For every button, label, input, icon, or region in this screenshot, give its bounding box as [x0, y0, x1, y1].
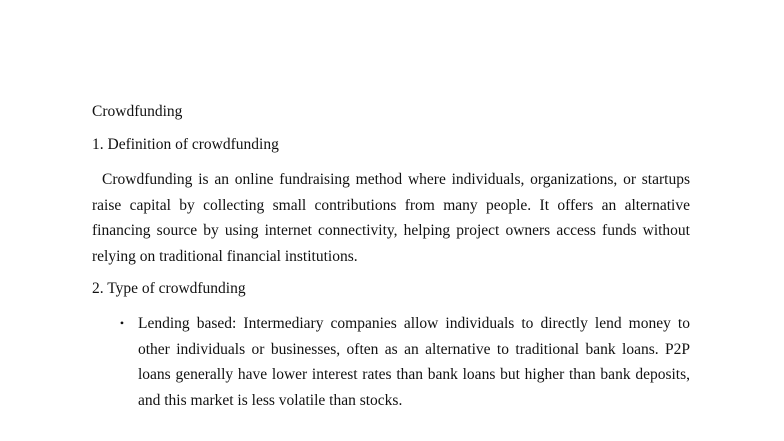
document-title: Crowdfunding [92, 103, 183, 120]
section-heading: 2. Type of crowdfunding [92, 280, 246, 297]
list-item-text: Lending based: Intermediary companies allow individuals to directly lend money to other individuals or businesses, often as an alternative to traditional bank loans. P2P loans generally have lower interest rates than bank loans but higher than bank deposits, and this market is less volatile than stocks. [138, 315, 690, 409]
section-heading: 1. Definition of crowdfunding [92, 136, 279, 153]
bullet-icon: • [119, 316, 125, 330]
section-types [92, 278, 690, 413]
section-definition [92, 134, 690, 269]
bullet-list [92, 311, 690, 413]
definition-paragraph: Crowdfunding is an online fundraising method where individuals, organizations, or startups raise capital by collecting small contributions from many people. It offers an alternative financing source by using internet connectivity, helping project owners access funds without relying on traditional financial institutions. [92, 171, 690, 265]
list-item [92, 311, 690, 413]
document-page [92, 101, 690, 413]
